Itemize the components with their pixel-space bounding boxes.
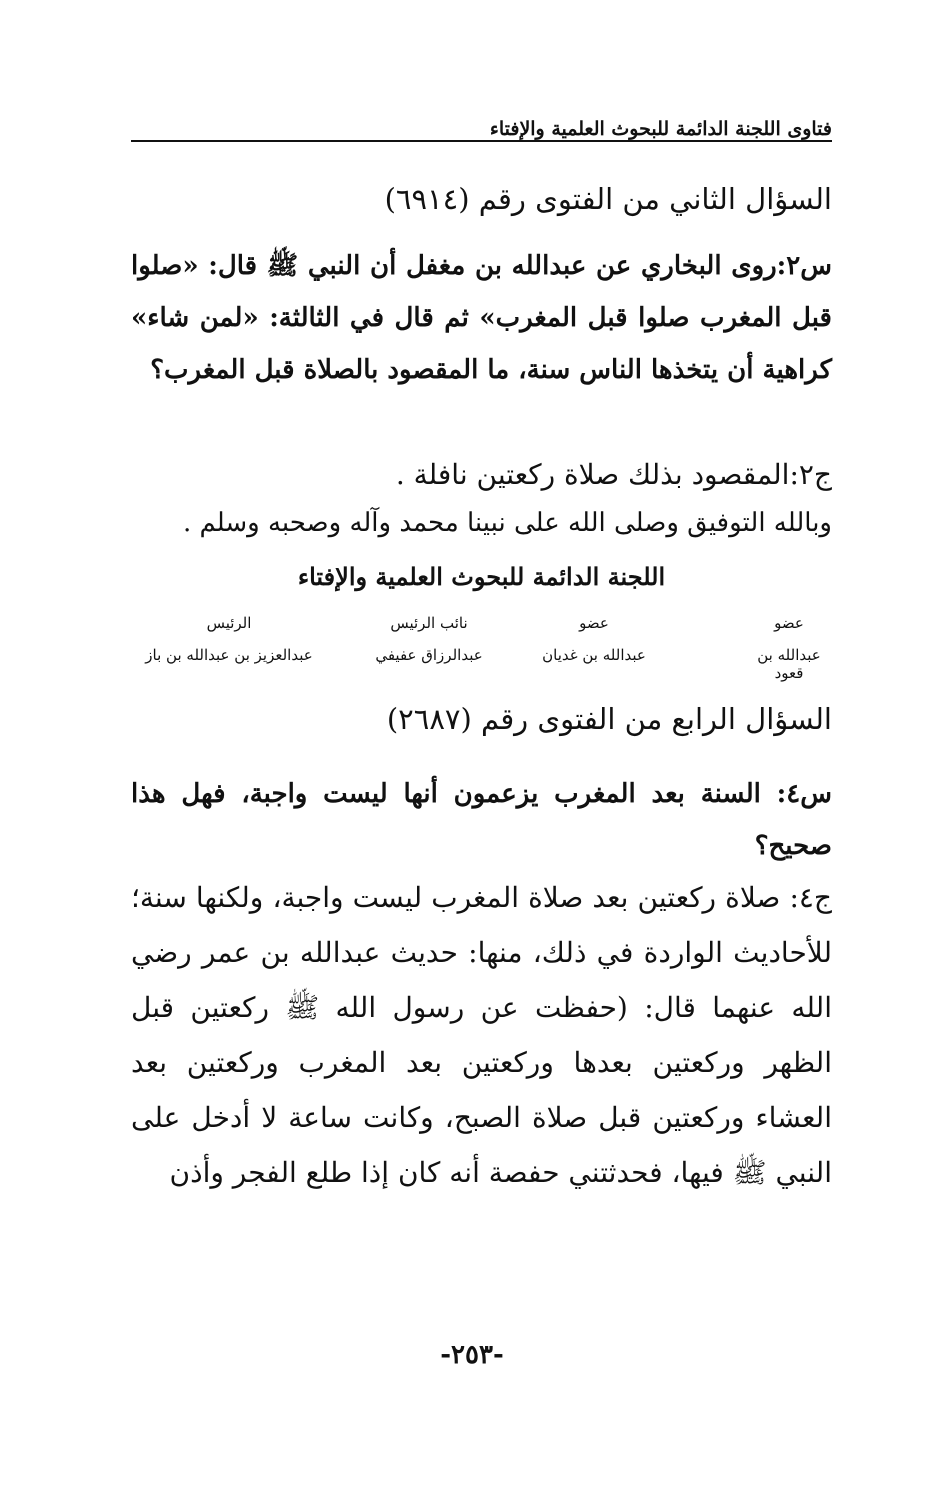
signatory-role: نائب الرئيس [390,614,468,632]
page-number: -٢٥٣- [440,1340,504,1370]
signatory-role: عضو [774,614,804,632]
fatwa1-closing: وبالله التوفيق وصلى الله على نبينا محمد وآله وصحبه وسلم . [182,508,832,538]
signatory-name: عبدالرزاق عفيفي [375,646,483,664]
signatory-3 [354,614,504,664]
signatory-name: عبدالله بن قعود [757,646,821,682]
header-rule [131,140,832,142]
fatwa2-answer: ج٤: صلاة ركعتين بعد صلاة المغرب ليست واجبة، ولكنها سنة؛ للأحاديث الواردة في ذلك، منها: حديث عبدالله بن عمر رضي الله عنهما قال: (حفظت عن رسول الله ﷺ ركعتين قبل الظهر وركعتين بعدها وركعتين بعد المغرب وركعتين بعد العشاء وركعتين قبل صلاة الصبح، وكانت ساعة لا أدخل على النبي ﷺ فيها، فحدثتني حفصة أنه كان إذا طلع الفجر وأذن [131,881,832,1189]
committee-name: اللجنة الدائمة للبحوث العلمية والإفتاء [297,562,666,591]
signatory-4 [134,614,324,664]
signatory-name: عبدالله بن غديان [542,646,646,664]
fatwa1-title: السؤال الثاني من الفتوى رقم (٦٩١٤) [384,182,832,216]
fatwa1-question: س٢:روى البخاري عن عبدالله بن مغفل أن النبي ﷺ قال: «صلوا قبل المغرب صلوا قبل المغرب» ثم قال في الثالثة: «لمن شاء» كراهية أن يتخذها الناس سنة، ما المقصود بالصلاة قبل المغرب؟ [131,251,832,385]
signatory-role: عضو [579,614,609,632]
signatory-name: عبدالعزيز بن عبدالله بن باز [145,646,313,664]
fatwa2-title: السؤال الرابع من الفتوى رقم (٢٦٨٧) [386,702,832,736]
signatory-role: الرئيس [206,614,252,632]
signatory-2 [534,614,654,664]
signatory-1 [754,614,824,682]
running-header-text: فتاوى اللجنة الدائمة للبحوث العلمية والإفتاء [482,118,832,140]
fatwa2-question: س٤: السنة بعد المغرب يزعمون أنها ليست واجبة، فهل هذا صحيح؟ [131,779,832,861]
running-header [482,118,832,140]
fatwa1-answer: ج٢:المقصود بذلك صلاة ركعتين نافلة . [395,458,832,491]
